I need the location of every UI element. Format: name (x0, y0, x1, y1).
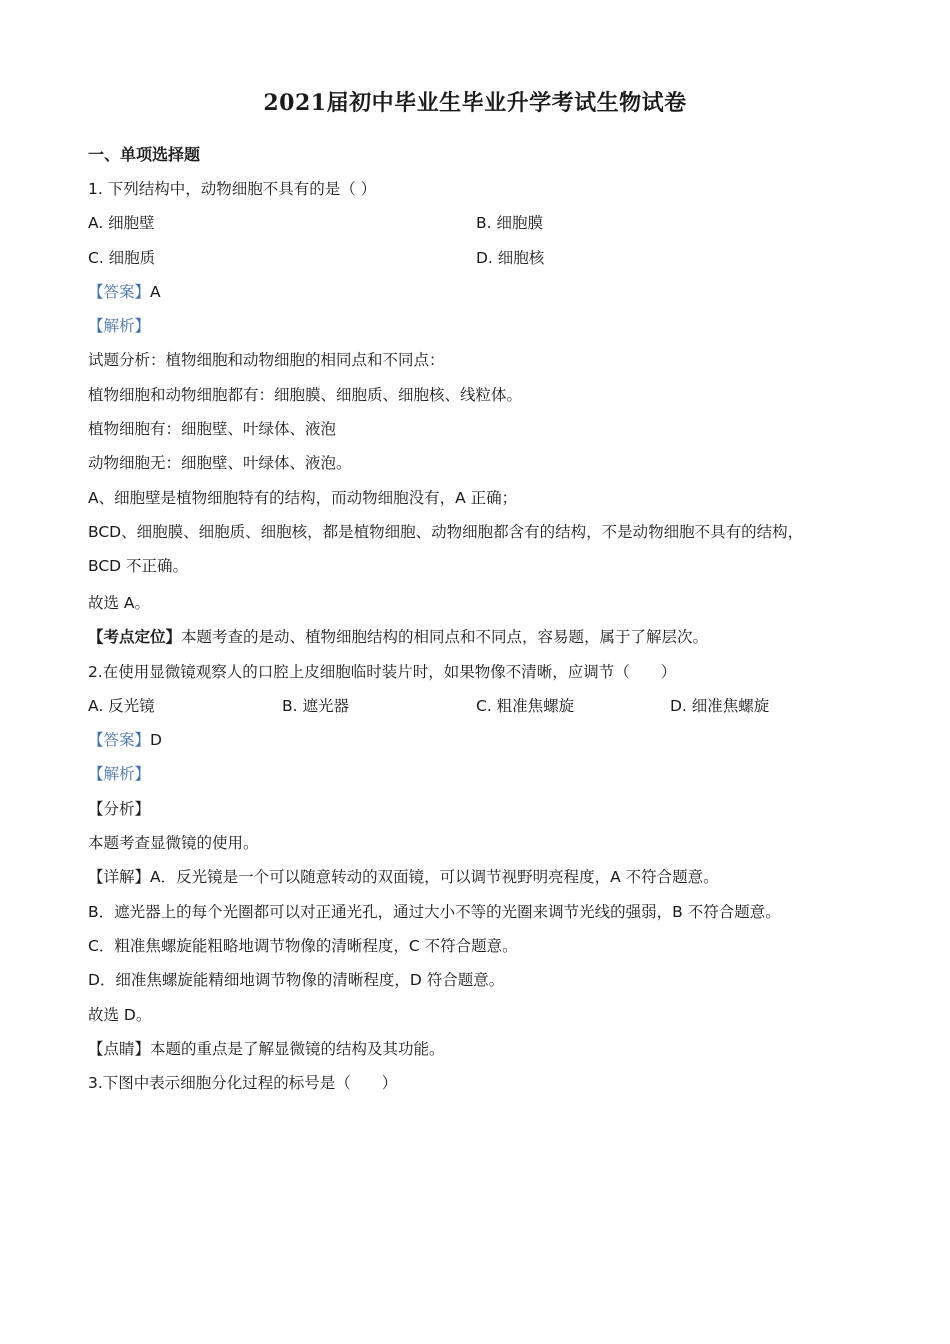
question-1-options-row-1 (88, 206, 868, 240)
answer-value: A (150, 282, 161, 301)
question-2-option-d: D. 细准焦螺旋 (670, 696, 770, 715)
question-3-stem: 3.下图中表示细胞分化过程的标号是（ ） (88, 1074, 398, 1093)
question-1-option-a: A. 细胞壁 (88, 214, 155, 233)
question-2-option-b: B. 遮光器 (282, 696, 349, 715)
question-1-conclusion: 故选 A。 (88, 593, 151, 612)
question-1-answer (88, 275, 868, 309)
question-2-detail-b: B．遮光器上的每个光圈都可以对正通光孔，通过大小不等的光圈来调节光线的强弱，B 不符合题意。 (88, 902, 781, 921)
section-heading: 一、单项选择题 (88, 145, 201, 164)
answer-tag: 【答案】 (88, 282, 151, 301)
question-2-fenxi-tag: 【分析】 (88, 799, 151, 818)
dianjing-tag: 【点睛】 (88, 1039, 151, 1058)
question-1-point (88, 620, 868, 654)
detail-text-a: A．反光镜是一个可以随意转动的双面镜，可以调节视野明亮程度，A 不符合题意。 (150, 868, 719, 887)
point-tag: 【考点定位】 (88, 628, 182, 647)
question-1-analysis-line-4: 动物细胞无：细胞壁、叶绿体、液泡。 (88, 454, 352, 473)
question-1-analysis-line-1: 试题分析：植物细胞和动物细胞的相同点和不同点： (88, 351, 445, 370)
question-1-option-c: C. 细胞质 (88, 248, 156, 267)
question-1-analysis-line-2: 植物细胞和动物细胞都有：细胞膜、细胞质、细胞核、线粒体。 (88, 385, 523, 404)
point-text: 本题考查的是动、植物细胞结构的相同点和不同点，容易题，属于了解层次。 (181, 628, 709, 647)
question-2-detail-d: D．细准焦螺旋能精细地调节物像的清晰程度，D 符合题意。 (88, 971, 505, 990)
question-2-answer (88, 723, 868, 757)
question-2-detail-a (88, 860, 868, 894)
question-1-options-row-2 (88, 241, 868, 275)
question-2-analysis-tag: 【解析】 (88, 765, 151, 784)
question-2-option-a: A. 反光镜 (88, 696, 155, 715)
question-2-options (88, 689, 868, 723)
detail-tag: 【详解】 (88, 868, 151, 887)
question-1-option-d: D. 细胞核 (476, 248, 545, 267)
question-2-option-c: C. 粗准焦螺旋 (476, 696, 575, 715)
dianjing-text: 本题的重点是了解显微镜的结构及其功能。 (150, 1039, 445, 1058)
document-body (88, 140, 868, 1100)
question-1-analysis-tag: 【解析】 (88, 317, 151, 336)
question-2-stem: 2.在使用显微镜观察人的口腔上皮细胞临时装片时，如果物像不清晰，应调节（ ） (88, 662, 677, 681)
question-1-option-b: B. 细胞膜 (476, 214, 543, 233)
analysis-line-6a: BCD、细胞膜、细胞质、细胞核，都是植物细胞、动物细胞都含有的结构，不是动物细胞不具有的结构， (88, 522, 804, 541)
analysis-line-6b: BCD 不正确。 (88, 556, 189, 575)
question-2-detail-c: C．粗准焦螺旋能粗略地调节物像的清晰程度，C 不符合题意。 (88, 936, 518, 955)
question-1-analysis-line-3: 植物细胞有：细胞壁、叶绿体、液泡 (88, 420, 337, 439)
question-1-analysis-line-5: A、细胞壁是植物细胞特有的结构，而动物细胞没有，A 正确； (88, 488, 518, 507)
answer-value: D (150, 731, 162, 750)
question-1-analysis-line-6 (88, 515, 868, 583)
question-2-dianjing (88, 1032, 868, 1066)
question-1-stem: 1. 下列结构中，动物细胞不具有的是（ ） (88, 180, 377, 198)
question-2-fenxi-text: 本题考查显微镜的使用。 (88, 834, 259, 853)
answer-tag: 【答案】 (88, 731, 151, 750)
question-2-conclusion: 故选 D。 (88, 1005, 152, 1024)
page-title: 2021届初中毕业生毕业升学考试生物试卷 (263, 90, 687, 116)
